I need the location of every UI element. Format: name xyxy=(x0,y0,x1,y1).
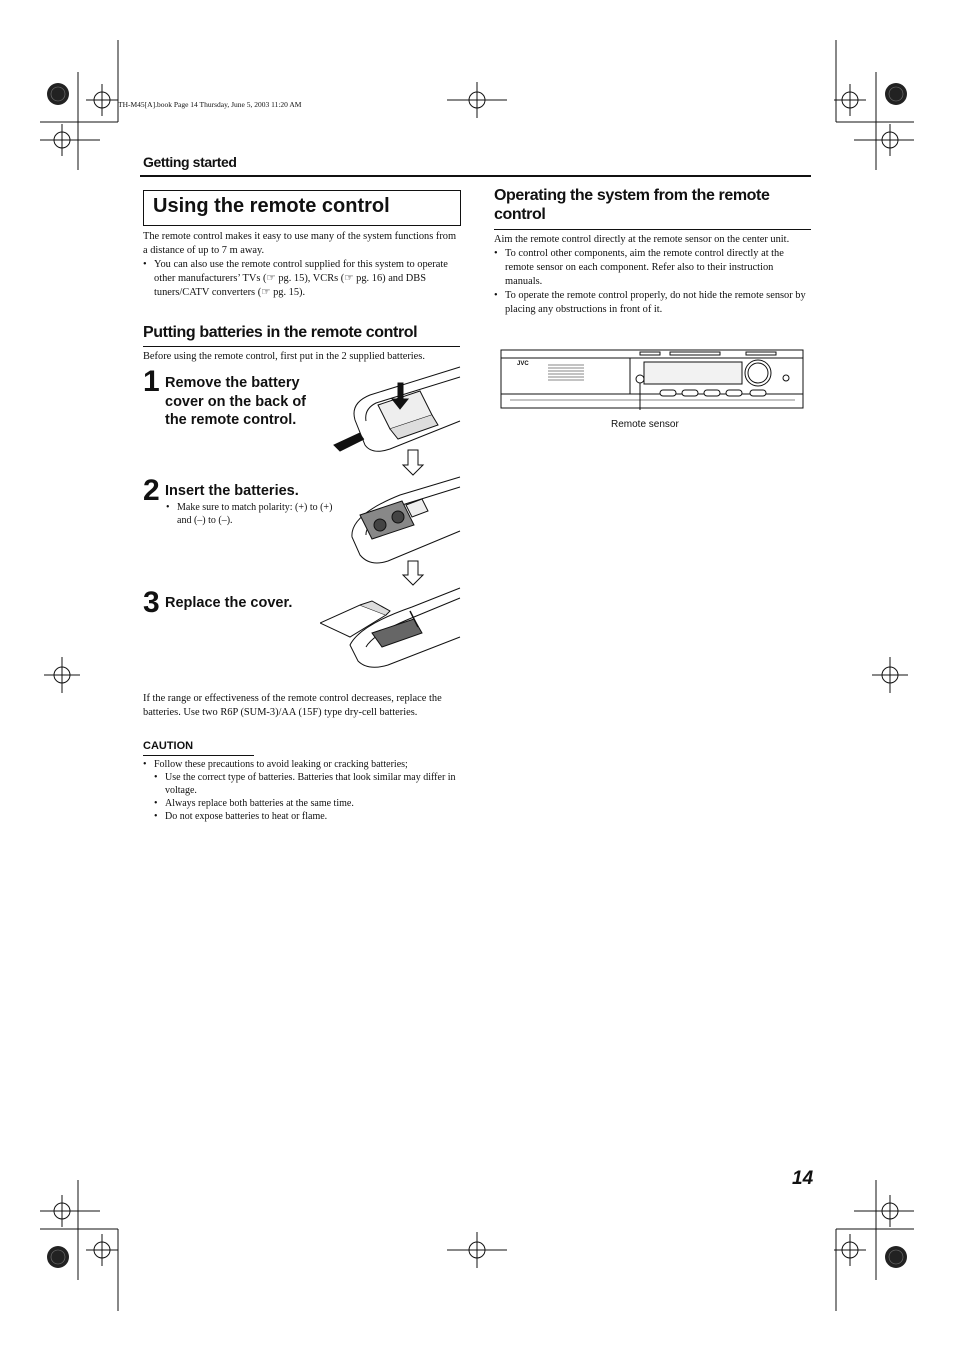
remote-sensor-label: Remote sensor xyxy=(611,419,679,430)
center-unit-illustration xyxy=(500,348,805,410)
intro-block xyxy=(143,230,461,300)
file-meta: TH-M45[A].book Page 14 Thursday, June 5, 2003 11:20 AM xyxy=(118,100,302,109)
batteries-intro: Before using the remote control, first put in the 2 supplied batteries. xyxy=(143,351,425,362)
device-brand: JVC xyxy=(517,361,529,367)
caution-item: • Use the correct type of batteries. Batteries that look similar may differ in voltage. xyxy=(154,771,461,797)
operating-heading: Operating the system from the remote control xyxy=(494,187,770,223)
batteries-heading: Putting batteries in the remote control xyxy=(143,324,418,341)
operating-rule xyxy=(494,229,811,230)
batteries-rule xyxy=(143,346,460,347)
operating-bullet: • To control other components, aim the remote control directly at the remote sensor on each component. Refer also to their instruction manuals. xyxy=(494,247,812,289)
caution-list xyxy=(143,771,461,823)
replace-text: If the range or effectiveness of the remote control decreases, replace the batteries. Use two R6P (SUM-3)/AA (15F) type dry-cell batteries. xyxy=(143,693,442,718)
remote-illustrations xyxy=(320,365,465,675)
intro-text: The remote control makes it easy to use many of the system functions from a distance of up to 7 m away. xyxy=(143,231,457,256)
page-number: 14 xyxy=(792,1168,814,1189)
step-3-text: Replace the cover. xyxy=(165,595,293,611)
step-2-note-wrap xyxy=(166,501,346,527)
operating-block xyxy=(494,233,812,317)
caution-item: • Do not expose batteries to heat or flame. xyxy=(154,810,461,823)
step-2-note: • Make sure to match polarity: (+) to (+) and (–) to (–). xyxy=(166,501,346,527)
step-1-number: 1 xyxy=(143,365,160,398)
step-3-number: 3 xyxy=(143,586,160,619)
caution-block xyxy=(143,758,461,823)
step-1-text: Remove the battery cover on the back of the remote control. xyxy=(165,375,307,428)
operating-bullet: • To operate the remote control properly, do not hide the remote sensor by placing any obstructions in front of it. xyxy=(494,289,812,317)
header-rule xyxy=(140,175,811,177)
caution-label: CAUTION xyxy=(143,740,194,752)
intro-bullet: • You can also use the remote control supplied for this system to operate other manufacturers’ TVs (☞ pg. 15), VCRs (☞ pg. 16) and DBS tuners/CATV converters (☞ pg. 15). xyxy=(143,258,461,300)
step-2-text: Insert the batteries. xyxy=(165,483,299,499)
page-title: Using the remote control xyxy=(153,195,390,217)
caution-rule xyxy=(143,755,254,756)
step-2-number: 2 xyxy=(143,474,160,507)
section-label: Getting started xyxy=(143,154,237,170)
operating-text: Aim the remote control directly at the remote sensor on the center unit. xyxy=(494,234,790,245)
caution-item: • Always replace both batteries at the same time. xyxy=(154,797,461,810)
center-unit-drawing xyxy=(500,348,805,410)
caution-main: • Follow these precautions to avoid leaking or cracking batteries; xyxy=(143,758,461,771)
